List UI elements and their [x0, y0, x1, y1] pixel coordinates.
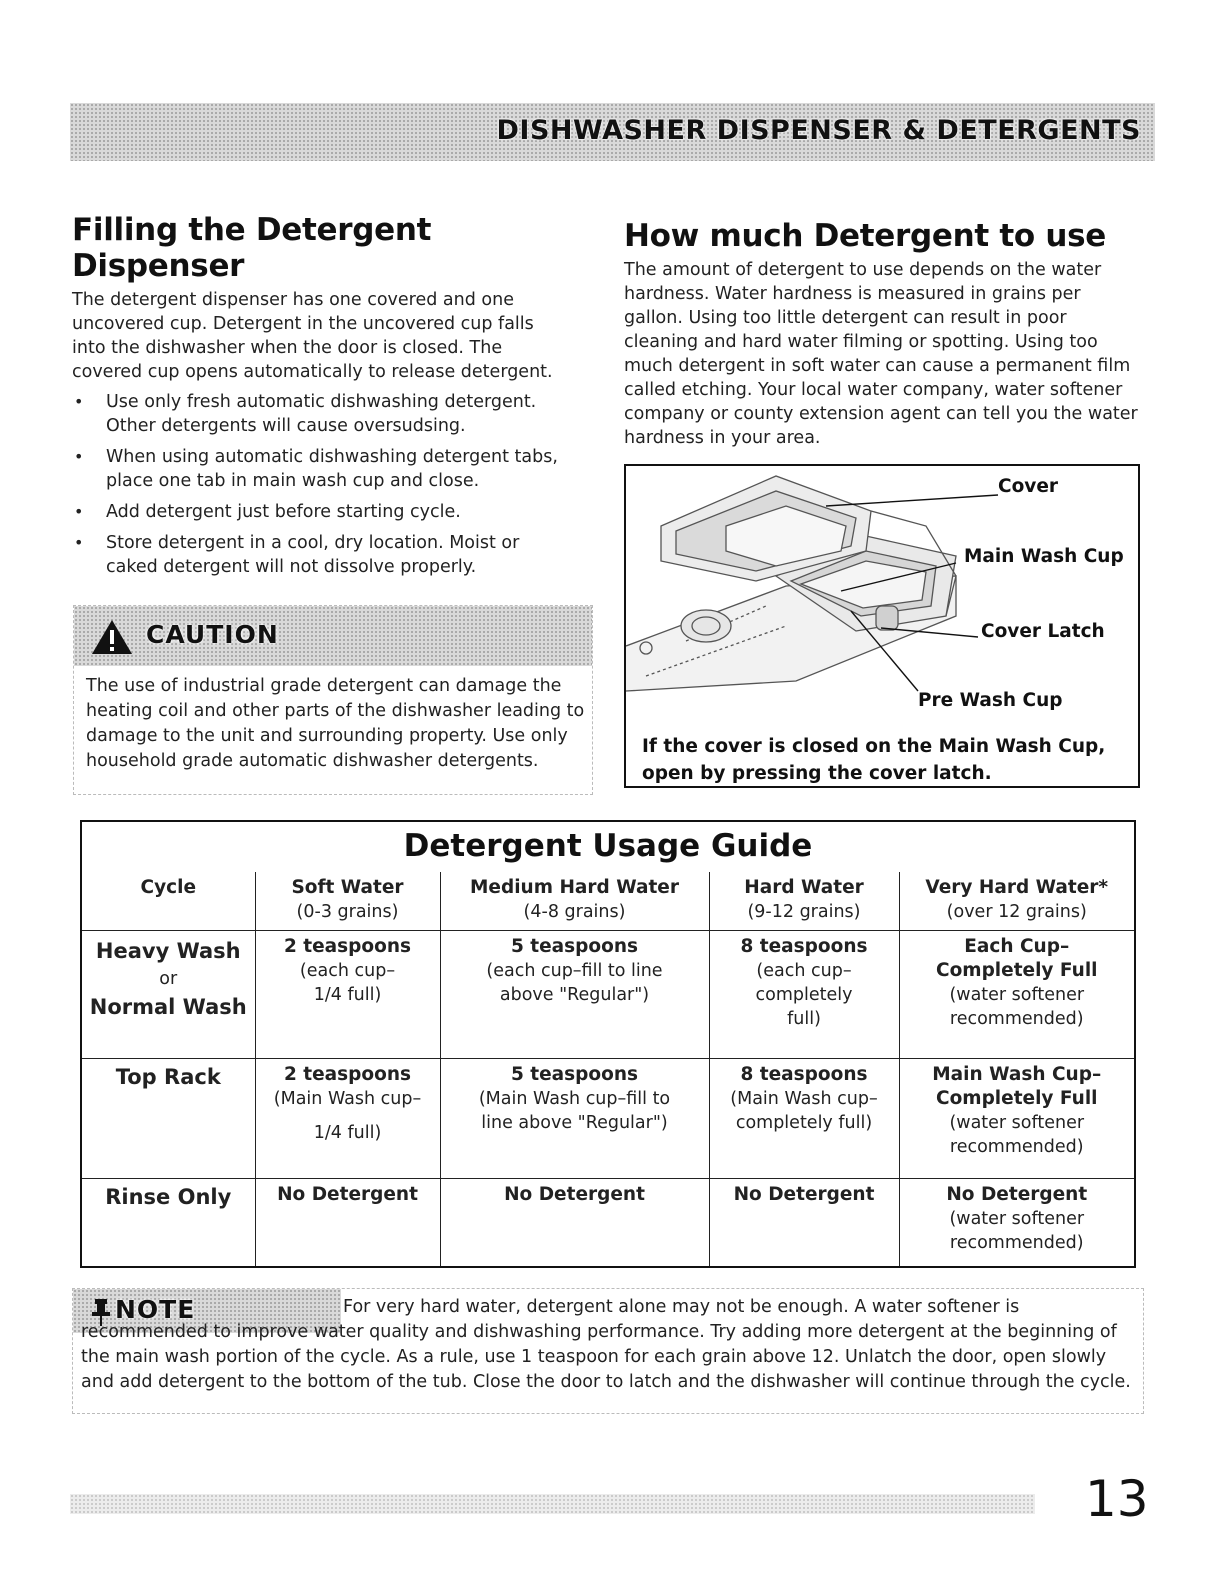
cycle-name: Normal Wash — [89, 994, 247, 1019]
amount: Completely Full — [936, 959, 1098, 981]
amount: 8 teaspoons — [740, 935, 868, 957]
cell-note: recommended) — [949, 1008, 1084, 1029]
cycle-or: or — [159, 968, 178, 989]
how-much-text: The amount of detergent to use depends on the water hardness. Water hardness is measured in grains per gallon. Using too little detergent can result in poor cleaning and hard water filming or spotting. Using too much detergent in soft water can cause a permanent film called etching. Your local water company, water softener company or county extension agent can tell you the water hardness in your area. — [624, 260, 1138, 448]
note-box — [72, 1288, 1144, 1414]
cell-note: full) — [787, 1008, 821, 1029]
table-row — [82, 1058, 1134, 1178]
filling-intro: The detergent dispenser has one covered and one uncovered cup. Detergent in the uncovered cup falls into the dishwasher when the door is closed. The covered cup opens automatically to release detergent. — [72, 290, 553, 382]
table-cell — [899, 1058, 1134, 1178]
amount: 8 teaspoons — [740, 1063, 868, 1085]
amount: 2 teaspoons — [283, 1063, 412, 1085]
bullet-item: • Store detergent in a cool, dry location. Moist or caked detergent will not dissolve properly. — [72, 531, 572, 579]
cell-note: (water softener — [949, 984, 1085, 1005]
cell-note: (each cup– completely — [755, 960, 853, 1005]
bullet-item: • Use only fresh automatic dishwashing detergent. Other detergents will cause oversudsing. — [72, 390, 572, 438]
column-header — [899, 872, 1134, 930]
cell-note: above "Regular") — [499, 984, 650, 1005]
amount: Completely Full — [936, 1087, 1098, 1109]
note-label: NOTE — [115, 1295, 196, 1324]
table-cell — [709, 1058, 899, 1178]
cell-note: (Main Wash cup– — [730, 1088, 878, 1109]
cell-note: (Main Wash cup– — [273, 1088, 422, 1109]
bullet-item: • Add detergent just before starting cycle. — [72, 500, 572, 524]
diagram-caption: If the cover is closed on the Main Wash Cup, open by pressing the cover latch. — [642, 736, 1106, 784]
cell-note: 1/4 full) — [313, 984, 382, 1005]
column-header-name: Soft Water — [291, 877, 404, 898]
column-header — [82, 872, 255, 930]
amount: 5 teaspoons — [510, 1063, 639, 1085]
page-number: 13 — [1085, 1470, 1149, 1528]
table-cell — [440, 1178, 709, 1266]
warning-triangle-icon — [90, 618, 134, 660]
amount: Main Wash Cup– — [932, 1063, 1102, 1085]
filling-title: Filling the Detergent Dispenser — [72, 212, 432, 284]
bullet-item: • When using automatic dishwashing detergent tabs, place one tab in main wash cup and close. — [72, 445, 572, 493]
amount: 5 teaspoons — [510, 935, 639, 957]
table-header-row — [82, 872, 1134, 930]
dispenser-diagram — [624, 464, 1140, 788]
table-cell — [709, 1178, 899, 1266]
filling-section — [72, 212, 572, 586]
cycle-cell — [82, 930, 255, 1058]
table-cell — [440, 1058, 709, 1178]
table-cell — [899, 930, 1134, 1058]
cycle-name: Heavy Wash — [95, 938, 241, 963]
cell-note: (Main Wash cup–fill to — [478, 1088, 671, 1109]
main-wash-cup-callout: Main Wash Cup — [964, 546, 1124, 567]
cell-note: recommended) — [949, 1232, 1084, 1253]
amount: Each Cup– — [964, 935, 1070, 957]
cover-callout: Cover — [998, 476, 1059, 497]
footer-band — [70, 1494, 1035, 1514]
cell-note: recommended) — [949, 1136, 1084, 1157]
table-row — [82, 1178, 1134, 1266]
column-header-grains: (4-8 grains) — [523, 902, 626, 922]
caution-label: CAUTION — [146, 620, 279, 649]
column-header-name: Cycle — [140, 877, 196, 898]
guide-table — [82, 872, 1134, 1266]
cover-latch-callout: Cover Latch — [981, 621, 1105, 642]
cell-note: (each cup– — [299, 960, 396, 981]
amount: No Detergent — [277, 1183, 418, 1205]
table-cell — [255, 930, 440, 1058]
filling-bullet-list — [72, 390, 572, 579]
amount: No Detergent — [733, 1183, 875, 1205]
cycle-cell — [82, 1058, 255, 1178]
pre-wash-cup-callout: Pre Wash Cup — [918, 690, 1063, 711]
column-header-name: Very Hard Water* — [925, 877, 1109, 898]
cell-note: (water softener — [949, 1112, 1085, 1133]
cycle-cell — [82, 1178, 255, 1266]
guide-title: Detergent Usage Guide — [403, 828, 813, 864]
column-header-grains: (9-12 grains) — [747, 902, 861, 922]
table-cell — [440, 930, 709, 1058]
column-header — [440, 872, 709, 930]
column-header — [709, 872, 899, 930]
table-cell — [709, 930, 899, 1058]
table-cell — [255, 1178, 440, 1266]
column-header — [255, 872, 440, 930]
caution-box — [73, 605, 593, 795]
cell-note: completely full) — [735, 1112, 873, 1133]
cell-note: line above "Regular") — [481, 1112, 668, 1133]
table-row — [82, 930, 1134, 1058]
column-header-grains: (over 12 grains) — [946, 902, 1087, 922]
caution-text: The use of industrial grade detergent can damage the heating coil and other parts of the dishwasher leading to damage to the unit and surrounding property. Use only household grade automatic dishwasher detergents. — [86, 676, 585, 771]
how-much-title: How much Detergent to use — [624, 218, 1107, 254]
table-cell — [899, 1178, 1134, 1266]
amount: No Detergent — [946, 1183, 1088, 1205]
cell-note: (water softener — [949, 1208, 1085, 1229]
cell-note: (each cup–fill to line — [486, 960, 663, 981]
header-band — [70, 103, 1155, 161]
amount: No Detergent — [504, 1183, 645, 1205]
column-header-name: Hard Water — [744, 877, 864, 898]
column-header-name: Medium Hard Water — [470, 877, 679, 898]
table-cell — [255, 1058, 440, 1178]
cell-note: 1/4 full) — [313, 1122, 382, 1143]
note-text: For very hard water, detergent alone may not be enough. A water softener is recommended to improve water quality and dishwashing performance. Try adding more detergent at the beginning of the main wash portion of the cycle. As a rule, use 1 teaspoon for each grain above 12. Unlatch the door, open slowly and add detergent to the bottom of the tub. Close the door to latch and the dishwasher will continue through the cycle. — [81, 1297, 1131, 1392]
how-much-section — [624, 218, 1144, 450]
cycle-name: Rinse Only — [105, 1184, 232, 1209]
detergent-usage-guide — [80, 820, 1136, 1268]
cycle-name: Top Rack — [115, 1064, 221, 1089]
amount: 2 teaspoons — [283, 935, 412, 957]
column-header-grains: (0-3 grains) — [296, 902, 399, 922]
page-header-title: DISHWASHER DISPENSER & DETERGENTS — [496, 115, 1141, 146]
